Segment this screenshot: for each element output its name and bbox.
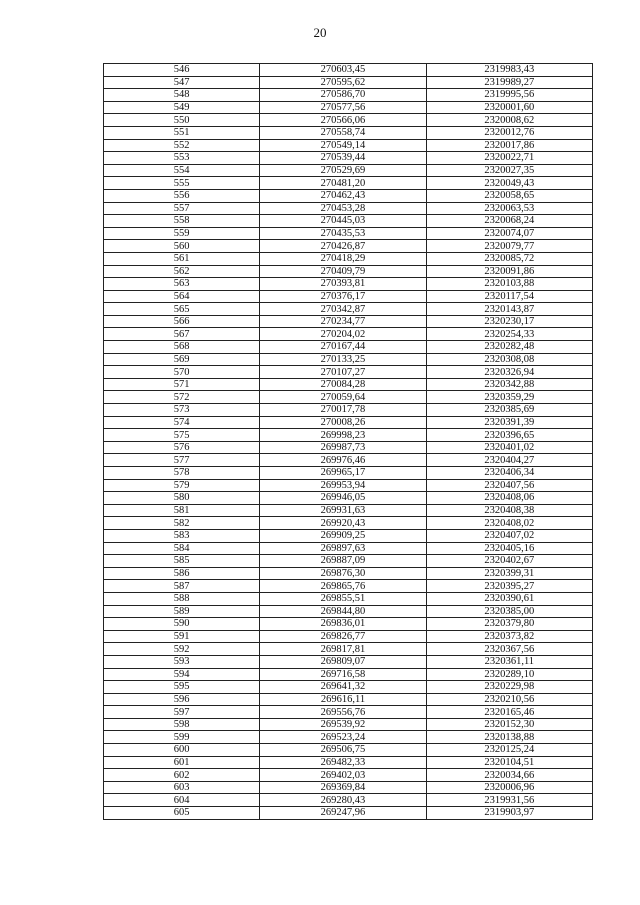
table-row <box>104 517 593 530</box>
point-number-cell: 597 <box>104 706 260 719</box>
point-number-cell: 577 <box>104 454 260 467</box>
x-coordinate-cell: 270008,26 <box>260 416 426 429</box>
y-coordinate-cell: 2319995,56 <box>426 89 592 102</box>
x-coordinate-cell: 269876,30 <box>260 567 426 580</box>
table-row <box>104 769 593 782</box>
y-coordinate-cell: 2320017,86 <box>426 139 592 152</box>
table-row <box>104 454 593 467</box>
table-row <box>104 429 593 442</box>
table-row <box>104 177 593 190</box>
point-number-cell: 601 <box>104 756 260 769</box>
y-coordinate-cell: 2320401,02 <box>426 441 592 454</box>
y-coordinate-cell: 2320326,94 <box>426 366 592 379</box>
x-coordinate-cell: 270549,14 <box>260 139 426 152</box>
table-row <box>104 240 593 253</box>
table-row <box>104 64 593 77</box>
x-coordinate-cell: 270595,62 <box>260 76 426 89</box>
table-row <box>104 655 593 668</box>
table-row <box>104 227 593 240</box>
point-number-cell: 554 <box>104 164 260 177</box>
point-number-cell: 592 <box>104 643 260 656</box>
x-coordinate-cell: 270539,44 <box>260 152 426 165</box>
x-coordinate-cell: 270393,81 <box>260 278 426 291</box>
y-coordinate-cell: 2320342,88 <box>426 378 592 391</box>
y-coordinate-cell: 2320210,56 <box>426 693 592 706</box>
point-number-cell: 604 <box>104 794 260 807</box>
x-coordinate-cell: 270558,74 <box>260 126 426 139</box>
y-coordinate-cell: 2320008,62 <box>426 114 592 127</box>
x-coordinate-cell: 270529,69 <box>260 164 426 177</box>
x-coordinate-cell: 270167,44 <box>260 341 426 354</box>
table-row <box>104 744 593 757</box>
y-coordinate-cell: 2320402,67 <box>426 555 592 568</box>
x-coordinate-cell: 269556,76 <box>260 706 426 719</box>
point-number-cell: 586 <box>104 567 260 580</box>
point-number-cell: 550 <box>104 114 260 127</box>
y-coordinate-cell: 2320152,30 <box>426 718 592 731</box>
x-coordinate-cell: 270603,45 <box>260 64 426 77</box>
point-number-cell: 581 <box>104 504 260 517</box>
x-coordinate-cell: 269909,25 <box>260 529 426 542</box>
table-row <box>104 555 593 568</box>
x-coordinate-cell: 269482,33 <box>260 756 426 769</box>
x-coordinate-cell: 269506,75 <box>260 744 426 757</box>
point-number-cell: 583 <box>104 529 260 542</box>
x-coordinate-cell: 269855,51 <box>260 592 426 605</box>
table-row <box>104 139 593 152</box>
point-number-cell: 548 <box>104 89 260 102</box>
y-coordinate-cell: 2320379,80 <box>426 618 592 631</box>
point-number-cell: 576 <box>104 441 260 454</box>
y-coordinate-cell: 2320117,54 <box>426 290 592 303</box>
table-row <box>104 315 593 328</box>
x-coordinate-cell: 269716,58 <box>260 668 426 681</box>
table-row <box>104 592 593 605</box>
y-coordinate-cell: 2320049,43 <box>426 177 592 190</box>
x-coordinate-cell: 270133,25 <box>260 353 426 366</box>
table-row <box>104 278 593 291</box>
y-coordinate-cell: 2320022,71 <box>426 152 592 165</box>
y-coordinate-cell: 2320308,08 <box>426 353 592 366</box>
x-coordinate-cell: 269247,96 <box>260 807 426 820</box>
y-coordinate-cell: 2320091,86 <box>426 265 592 278</box>
x-coordinate-cell: 269865,76 <box>260 580 426 593</box>
y-coordinate-cell: 2320373,82 <box>426 630 592 643</box>
y-coordinate-cell: 2320367,56 <box>426 643 592 656</box>
point-number-cell: 556 <box>104 189 260 202</box>
table-row <box>104 618 593 631</box>
y-coordinate-cell: 2320289,10 <box>426 668 592 681</box>
table-row <box>104 492 593 505</box>
table-row <box>104 605 593 618</box>
y-coordinate-cell: 2320385,00 <box>426 605 592 618</box>
x-coordinate-cell: 269987,73 <box>260 441 426 454</box>
point-number-cell: 546 <box>104 64 260 77</box>
x-coordinate-cell: 269616,11 <box>260 693 426 706</box>
table-row <box>104 366 593 379</box>
table-row <box>104 668 593 681</box>
table-row <box>104 290 593 303</box>
y-coordinate-cell: 2319989,27 <box>426 76 592 89</box>
y-coordinate-cell: 2320143,87 <box>426 303 592 316</box>
point-number-cell: 549 <box>104 101 260 114</box>
y-coordinate-cell: 2320408,02 <box>426 517 592 530</box>
table-row <box>104 441 593 454</box>
y-coordinate-cell: 2320085,72 <box>426 252 592 265</box>
y-coordinate-cell: 2320034,66 <box>426 769 592 782</box>
table-row <box>104 706 593 719</box>
y-coordinate-cell: 2320391,39 <box>426 416 592 429</box>
y-coordinate-cell: 2320408,06 <box>426 492 592 505</box>
table-row <box>104 353 593 366</box>
y-coordinate-cell: 2320407,02 <box>426 529 592 542</box>
table-row <box>104 114 593 127</box>
y-coordinate-cell: 2320405,16 <box>426 542 592 555</box>
point-number-cell: 570 <box>104 366 260 379</box>
point-number-cell: 567 <box>104 328 260 341</box>
point-number-cell: 584 <box>104 542 260 555</box>
point-number-cell: 605 <box>104 807 260 820</box>
point-number-cell: 561 <box>104 252 260 265</box>
y-coordinate-cell: 2320068,24 <box>426 215 592 228</box>
y-coordinate-cell: 2320408,38 <box>426 504 592 517</box>
x-coordinate-cell: 270409,79 <box>260 265 426 278</box>
table-row <box>104 643 593 656</box>
y-coordinate-cell: 2320406,34 <box>426 467 592 480</box>
point-number-cell: 587 <box>104 580 260 593</box>
x-coordinate-cell: 270376,17 <box>260 290 426 303</box>
table-row <box>104 781 593 794</box>
point-number-cell: 602 <box>104 769 260 782</box>
table-row <box>104 378 593 391</box>
point-number-cell: 562 <box>104 265 260 278</box>
table-row <box>104 328 593 341</box>
coordinates-table-body <box>104 64 593 820</box>
point-number-cell: 579 <box>104 479 260 492</box>
point-number-cell: 585 <box>104 555 260 568</box>
x-coordinate-cell: 269523,24 <box>260 731 426 744</box>
table-row <box>104 202 593 215</box>
y-coordinate-cell: 2320230,17 <box>426 315 592 328</box>
x-coordinate-cell: 270435,53 <box>260 227 426 240</box>
point-number-cell: 565 <box>104 303 260 316</box>
table-row <box>104 252 593 265</box>
x-coordinate-cell: 270445,03 <box>260 215 426 228</box>
point-number-cell: 591 <box>104 630 260 643</box>
point-number-cell: 595 <box>104 681 260 694</box>
y-coordinate-cell: 2319931,56 <box>426 794 592 807</box>
x-coordinate-cell: 269817,81 <box>260 643 426 656</box>
y-coordinate-cell: 2320229,98 <box>426 681 592 694</box>
x-coordinate-cell: 270204,02 <box>260 328 426 341</box>
table-row <box>104 101 593 114</box>
table-row <box>104 416 593 429</box>
x-coordinate-cell: 269887,09 <box>260 555 426 568</box>
coordinates-table <box>103 63 593 820</box>
x-coordinate-cell: 270586,70 <box>260 89 426 102</box>
table-row <box>104 404 593 417</box>
table-row <box>104 718 593 731</box>
table-row <box>104 76 593 89</box>
table-row <box>104 265 593 278</box>
x-coordinate-cell: 269280,43 <box>260 794 426 807</box>
y-coordinate-cell: 2320282,48 <box>426 341 592 354</box>
table-row <box>104 756 593 769</box>
point-number-cell: 564 <box>104 290 260 303</box>
x-coordinate-cell: 270084,28 <box>260 378 426 391</box>
point-number-cell: 594 <box>104 668 260 681</box>
y-coordinate-cell: 2320165,46 <box>426 706 592 719</box>
x-coordinate-cell: 270481,20 <box>260 177 426 190</box>
point-number-cell: 557 <box>104 202 260 215</box>
y-coordinate-cell: 2320399,31 <box>426 567 592 580</box>
x-coordinate-cell: 269976,46 <box>260 454 426 467</box>
x-coordinate-cell: 270577,56 <box>260 101 426 114</box>
y-coordinate-cell: 2320103,88 <box>426 278 592 291</box>
x-coordinate-cell: 270453,28 <box>260 202 426 215</box>
point-number-cell: 603 <box>104 781 260 794</box>
table-row <box>104 567 593 580</box>
table-row <box>104 126 593 139</box>
table-row <box>104 681 593 694</box>
point-number-cell: 552 <box>104 139 260 152</box>
point-number-cell: 588 <box>104 592 260 605</box>
x-coordinate-cell: 269844,80 <box>260 605 426 618</box>
table-row <box>104 303 593 316</box>
point-number-cell: 599 <box>104 731 260 744</box>
x-coordinate-cell: 269809,07 <box>260 655 426 668</box>
point-number-cell: 559 <box>104 227 260 240</box>
point-number-cell: 566 <box>104 315 260 328</box>
x-coordinate-cell: 270418,29 <box>260 252 426 265</box>
table-row <box>104 529 593 542</box>
point-number-cell: 575 <box>104 429 260 442</box>
point-number-cell: 568 <box>104 341 260 354</box>
x-coordinate-cell: 269826,77 <box>260 630 426 643</box>
point-number-cell: 598 <box>104 718 260 731</box>
table-row <box>104 215 593 228</box>
y-coordinate-cell: 2320027,35 <box>426 164 592 177</box>
table-row <box>104 504 593 517</box>
x-coordinate-cell: 270059,64 <box>260 391 426 404</box>
table-row <box>104 152 593 165</box>
y-coordinate-cell: 2320361,11 <box>426 655 592 668</box>
x-coordinate-cell: 269897,63 <box>260 542 426 555</box>
x-coordinate-cell: 270462,43 <box>260 189 426 202</box>
y-coordinate-cell: 2320395,27 <box>426 580 592 593</box>
point-number-cell: 547 <box>104 76 260 89</box>
x-coordinate-cell: 270234,77 <box>260 315 426 328</box>
y-coordinate-cell: 2320254,33 <box>426 328 592 341</box>
point-number-cell: 551 <box>104 126 260 139</box>
x-coordinate-cell: 269402,03 <box>260 769 426 782</box>
x-coordinate-cell: 269998,23 <box>260 429 426 442</box>
table-row <box>104 341 593 354</box>
x-coordinate-cell: 269641,32 <box>260 681 426 694</box>
y-coordinate-cell: 2320407,56 <box>426 479 592 492</box>
x-coordinate-cell: 269931,63 <box>260 504 426 517</box>
point-number-cell: 593 <box>104 655 260 668</box>
x-coordinate-cell: 269369,84 <box>260 781 426 794</box>
point-number-cell: 572 <box>104 391 260 404</box>
point-number-cell: 571 <box>104 378 260 391</box>
page-number: 20 <box>313 25 327 40</box>
x-coordinate-cell: 270107,27 <box>260 366 426 379</box>
point-number-cell: 596 <box>104 693 260 706</box>
table-row <box>104 479 593 492</box>
point-number-cell: 560 <box>104 240 260 253</box>
point-number-cell: 582 <box>104 517 260 530</box>
y-coordinate-cell: 2320359,29 <box>426 391 592 404</box>
x-coordinate-cell: 270426,87 <box>260 240 426 253</box>
point-number-cell: 590 <box>104 618 260 631</box>
x-coordinate-cell: 269953,94 <box>260 479 426 492</box>
table-row <box>104 164 593 177</box>
x-coordinate-cell: 269836,01 <box>260 618 426 631</box>
table-row <box>104 794 593 807</box>
table-row <box>104 807 593 820</box>
y-coordinate-cell: 2320012,76 <box>426 126 592 139</box>
y-coordinate-cell: 2320074,07 <box>426 227 592 240</box>
y-coordinate-cell: 2320001,60 <box>426 101 592 114</box>
y-coordinate-cell: 2320138,88 <box>426 731 592 744</box>
y-coordinate-cell: 2320385,69 <box>426 404 592 417</box>
point-number-cell: 558 <box>104 215 260 228</box>
x-coordinate-cell: 269946,05 <box>260 492 426 505</box>
y-coordinate-cell: 2320058,65 <box>426 189 592 202</box>
x-coordinate-cell: 270342,87 <box>260 303 426 316</box>
point-number-cell: 555 <box>104 177 260 190</box>
table-row <box>104 580 593 593</box>
y-coordinate-cell: 2319983,43 <box>426 64 592 77</box>
y-coordinate-cell: 2320404,27 <box>426 454 592 467</box>
point-number-cell: 569 <box>104 353 260 366</box>
table-row <box>104 89 593 102</box>
point-number-cell: 578 <box>104 467 260 480</box>
y-coordinate-cell: 2320079,77 <box>426 240 592 253</box>
x-coordinate-cell: 270566,06 <box>260 114 426 127</box>
x-coordinate-cell: 269920,43 <box>260 517 426 530</box>
y-coordinate-cell: 2320104,51 <box>426 756 592 769</box>
point-number-cell: 580 <box>104 492 260 505</box>
table-row <box>104 630 593 643</box>
y-coordinate-cell: 2320125,24 <box>426 744 592 757</box>
y-coordinate-cell: 2320396,65 <box>426 429 592 442</box>
y-coordinate-cell: 2319903,97 <box>426 807 592 820</box>
table-row <box>104 542 593 555</box>
y-coordinate-cell: 2320063,53 <box>426 202 592 215</box>
x-coordinate-cell: 270017,78 <box>260 404 426 417</box>
table-row <box>104 731 593 744</box>
x-coordinate-cell: 269539,92 <box>260 718 426 731</box>
table-row <box>104 693 593 706</box>
y-coordinate-cell: 2320006,96 <box>426 781 592 794</box>
table-row <box>104 467 593 480</box>
point-number-cell: 589 <box>104 605 260 618</box>
point-number-cell: 563 <box>104 278 260 291</box>
x-coordinate-cell: 269965,17 <box>260 467 426 480</box>
table-row <box>104 189 593 202</box>
point-number-cell: 574 <box>104 416 260 429</box>
point-number-cell: 600 <box>104 744 260 757</box>
point-number-cell: 573 <box>104 404 260 417</box>
point-number-cell: 553 <box>104 152 260 165</box>
table-row <box>104 391 593 404</box>
y-coordinate-cell: 2320390,61 <box>426 592 592 605</box>
